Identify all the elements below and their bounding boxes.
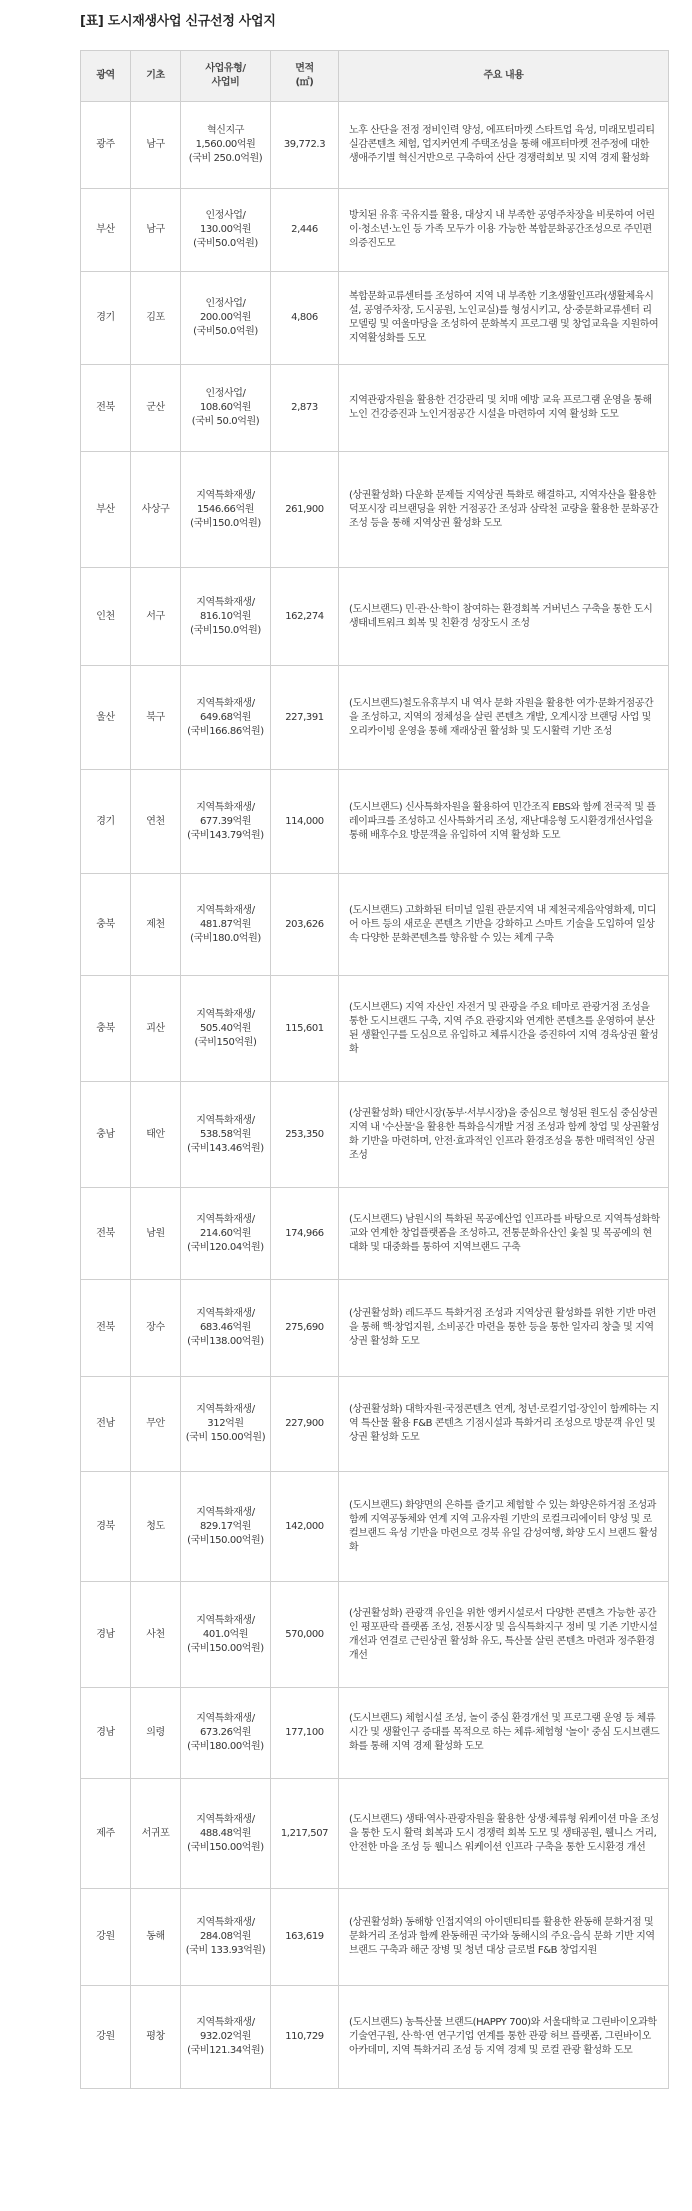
cell-content: 복합문화교류센터를 조성하여 지역 내 부족한 기초생활인프라(생활체육시설, 공영주차장, 도시공원, 노인교실)를 형성시키고, 상·중문화교류센터 리모델링 및 여울마당을 조성하여 문화복지 프로그램 및 창업교육을 지원하여 지역활성화를 도모 (339, 272, 669, 365)
cell-content: (도시브랜드) 고화화된 터미널 일원 관문지역 내 제천국제음악영화제, 미디어 아트 등의 새로운 콘텐츠 기반을 강화하고 스마트 기술을 도입하여 일상 속 다양한 문화콘텐츠를 향유할 수 있는 체계 구축 (339, 874, 669, 976)
header-local: 기초 (131, 51, 181, 102)
cell-area: 142,000 (271, 1472, 339, 1582)
cell-local: 장수 (131, 1280, 181, 1377)
table-row (81, 568, 669, 666)
cell-area: 203,626 (271, 874, 339, 976)
cell-type: 혁신지구 1,560.00억원 (국비 250.0억원) (181, 102, 271, 189)
cell-type: 인정사업/ 130.00억원 (국비50.0억원) (181, 189, 271, 272)
cell-area: 253,350 (271, 1082, 339, 1188)
cell-area: 2,873 (271, 365, 339, 452)
cell-region: 부산 (81, 452, 131, 568)
cell-region: 광주 (81, 102, 131, 189)
cell-type: 지역특화재생/ 673.26억원 (국비180.00억원) (181, 1688, 271, 1779)
table-row (81, 976, 669, 1082)
table-row (81, 272, 669, 365)
cell-type: 지역특화재생/ 214.60억원 (국비120.04억원) (181, 1188, 271, 1280)
cell-region: 강원 (81, 1986, 131, 2089)
cell-local: 괴산 (131, 976, 181, 1082)
cell-region: 전남 (81, 1377, 131, 1472)
cell-content: (도시브랜드) 생태·역사·관광자원을 활용한 상생·체류형 워케이션 마을 조성을 통한 도시 활력 회복과 도시 경쟁력 회복 도모 및 생태공원, 웰니스 거리, 안전한 마을 조성 등 웰니스 워케이션 인프라 구축을 통한 도시환경 개선 (339, 1779, 669, 1889)
cell-type: 인정사업/ 108.60억원 (국비 50.0억원) (181, 365, 271, 452)
cell-type: 지역특화재생/ 829.17억원 (국비150.00억원) (181, 1472, 271, 1582)
cell-content: (상권활성화) 동해항 인접지역의 아이덴티티를 활용한 완동해 문화거점 및 문화거리 조성과 함께 완동해권 국가와 동해시의 주요·음식 문화 기반 지역 브랜드 구축과 해군 장병 및 청년 대상 글로벌 F&B 창업지원 (339, 1889, 669, 1986)
cell-region: 충북 (81, 874, 131, 976)
cell-region: 충북 (81, 976, 131, 1082)
cell-region: 충남 (81, 1082, 131, 1188)
cell-type: 지역특화재생/ 284.08억원 (국비 133.93억원) (181, 1889, 271, 1986)
cell-local: 태안 (131, 1082, 181, 1188)
cell-content: 방치된 유휴 국유지를 활용, 대상지 내 부족한 공영주차장을 비롯하여 어린이·청소년·노인 등 가족 모두가 이용 가능한 복합문화공간조성으로 주민편의증진도모 (339, 189, 669, 272)
cell-area: 1,217,507 (271, 1779, 339, 1889)
cell-region: 경남 (81, 1582, 131, 1688)
cell-local: 서구 (131, 568, 181, 666)
table-header-row (81, 51, 669, 102)
table-row (81, 770, 669, 874)
cell-local: 김포 (131, 272, 181, 365)
cell-content: (도시브랜드) 체험시설 조성, 놀이 중심 환경개선 및 프로그램 운영 등 체류 시간 및 생활인구 증대를 목적으로 하는 체류·체험형 '놀이' 중심 도시브랜드화를 통해 지역 경제 활성화 도모 (339, 1688, 669, 1779)
cell-local: 평창 (131, 1986, 181, 2089)
cell-content: (도시브랜드) 신사특화자원을 활용하여 민간조직 EBS와 함께 전국적 및 플레이파크를 조성하고 신사특화거리 조성, 재난대응형 도시환경개선사업을 통해 배후수요 방문객을 유입하여 지역 활성화 도모 (339, 770, 669, 874)
cell-content: (도시브랜드) 민·관·산·학이 참여하는 환경회복 거버넌스 구축을 통한 도시생태네트워크 회복 및 친환경 성장도시 조성 (339, 568, 669, 666)
cell-region: 경기 (81, 272, 131, 365)
cell-region: 인천 (81, 568, 131, 666)
cell-region: 제주 (81, 1779, 131, 1889)
cell-area: 570,000 (271, 1582, 339, 1688)
cell-area: 2,446 (271, 189, 339, 272)
cell-local: 무안 (131, 1377, 181, 1472)
table-row (81, 452, 669, 568)
table-row (81, 1688, 669, 1779)
cell-area: 115,601 (271, 976, 339, 1082)
cell-content: (도시브랜드) 남원시의 특화된 목공예산업 인프라를 바탕으로 지역특성화학교와 연계한 창업플랫폼을 조성하고, 전통문화유산인 옻칠 및 목공예의 현대화 및 대중화를 통하여 지역브랜드 구축 (339, 1188, 669, 1280)
cell-local: 남구 (131, 189, 181, 272)
cell-type: 지역특화재생/ 1546.66억원 (국비150.0억원) (181, 452, 271, 568)
cell-type: 지역특화재생/ 649.68억원 (국비166.86억원) (181, 666, 271, 770)
cell-content: (상권활성화) 대학자원·국정콘텐츠 연계, 청년·로컬기업·장인이 함께하는 지역 특산물 활용 F&B 콘텐츠 기점시설과 특화거리 조성으로 방문객 유인 및 상권 활성화 도모 (339, 1377, 669, 1472)
table-row (81, 1472, 669, 1582)
cell-region: 경북 (81, 1472, 131, 1582)
cell-area: 227,900 (271, 1377, 339, 1472)
project-table (80, 50, 669, 2089)
cell-region: 경기 (81, 770, 131, 874)
cell-local: 서귀포 (131, 1779, 181, 1889)
cell-local: 사상구 (131, 452, 181, 568)
header-content: 주요 내용 (339, 51, 669, 102)
cell-content: (상권활성화) 레드푸드 특화거점 조성과 지역상권 활성화를 위한 기반 마련을 통해 핵·창업지원, 소비공간 마련을 통한 등을 통한 일자리 창출 및 지역상권 활성화 도모 (339, 1280, 669, 1377)
cell-local: 제천 (131, 874, 181, 976)
cell-local: 의령 (131, 1688, 181, 1779)
cell-local: 북구 (131, 666, 181, 770)
cell-type: 지역특화재생/ 505.40억원 (국비150억원) (181, 976, 271, 1082)
cell-area: 4,806 (271, 272, 339, 365)
cell-local: 청도 (131, 1472, 181, 1582)
cell-type: 지역특화재생/ 481.87억원 (국비180.0억원) (181, 874, 271, 976)
cell-area: 275,690 (271, 1280, 339, 1377)
table-row (81, 1377, 669, 1472)
cell-type: 지역특화재생/ 401.0억원 (국비150.00억원) (181, 1582, 271, 1688)
cell-local: 연천 (131, 770, 181, 874)
cell-area: 174,966 (271, 1188, 339, 1280)
cell-type: 지역특화재생/ 683.46억원 (국비138.00억원) (181, 1280, 271, 1377)
table-row (81, 1280, 669, 1377)
table-row (81, 1986, 669, 2089)
cell-type: 지역특화재생/ 677.39억원 (국비143.79억원) (181, 770, 271, 874)
cell-content: (도시브랜드) 지역 자산인 자전거 및 관광을 주요 테마로 관광거점 조성을 통한 도시브랜드 구축, 지역 주요 관광지와 연계한 콘텐츠를 운영하여 분산된 생활인구를 도심으로 유입하고 체류시간을 증진하여 지역 경육상권 활성화 (339, 976, 669, 1082)
cell-content: (도시브랜드) 화양면의 은하를 즐기고 체험할 수 있는 화양은하거점 조성과 함께 지역공동체와 연계 지역 고유자원 기반의 로컬크리에이터 양성 및 로컬브랜드 육성 기반을 마련으로 경북 유일 감성여행, 화양 도시 브랜드 활성화 (339, 1472, 669, 1582)
cell-area: 177,100 (271, 1688, 339, 1779)
cell-local: 동해 (131, 1889, 181, 1986)
cell-area: 261,900 (271, 452, 339, 568)
cell-content: (도시브랜드) 농특산물 브랜드(HAPPY 700)와 서울대학교 그린바이오과학기술연구원, 산·학·연 연구기업 연계를 통한 관광 허브 플랫폼, 그린바이오 아카데미, 지역 특화거리 조성 등 지역 경제 및 로컬 관광 활성화 도모 (339, 1986, 669, 2089)
cell-area: 227,391 (271, 666, 339, 770)
cell-content: 노후 산단을 전정 정비인력 양성, 에프터마켓 스타트업 육성, 미래모빌리티 실감콘텐츠 체험, 업지커연계 주택조성을 통해 애프터마켓 전주정에 대한 생애주기별 혁신거반으로 구축하여 산단 경쟁력회보 및 지역 경제 활성화 (339, 102, 669, 189)
cell-type: 지역특화재생/ 538.58억원 (국비143.46억원) (181, 1082, 271, 1188)
cell-type: 지역특화재생/ 312억원 (국비 150.00억원) (181, 1377, 271, 1472)
table-row (81, 666, 669, 770)
cell-local: 남원 (131, 1188, 181, 1280)
table-row (81, 102, 669, 189)
cell-region: 부산 (81, 189, 131, 272)
cell-content: (상권활성화) 다운화 문제들 지역상권 특화로 해결하고, 지역자산을 활용한 덕포시장 리브랜딩을 위한 거점공간 조성과 삼락천 교량을 활용한 문화공간 조성 등을 통해 지역상권 활성화 도모 (339, 452, 669, 568)
cell-area: 114,000 (271, 770, 339, 874)
header-type: 사업유형/ 사업비 (181, 51, 271, 102)
cell-local: 사천 (131, 1582, 181, 1688)
cell-region: 경남 (81, 1688, 131, 1779)
cell-content: 지역관광자원을 활용한 건강관리 및 치매 예방 교육 프로그램 운영을 통해 노인 건강증진과 노인거점공간 시설을 마련하여 지역 활성화 도모 (339, 365, 669, 452)
cell-content: (상권활성화) 태안시장(동부·서부시장)을 중심으로 형성된 원도심 중심상권지역 내 '수산물'을 활용한 특화음식개발 거점 조성과 함께 창업 및 상권활성화 기반을 마련하며, 안전·효과적인 인프라 환경조성을 통한 매력적인 상권 조성 (339, 1082, 669, 1188)
cell-content: (상권활성화) 관광객 유인을 위한 앵커시설로서 다양한 콘텐츠 가능한 공간인 평포판락 플랫폼 조성, 전통시장 및 음식특화지구 정비 및 기존 기반시설 개선과 연결로 근린상권 활성화 유도, 특산물 살린 콘텐츠 마련과 정주환경 개선 (339, 1582, 669, 1688)
cell-local: 군산 (131, 365, 181, 452)
cell-type: 인정사업/ 200.00억원 (국비50.0억원) (181, 272, 271, 365)
cell-type: 지역특화재생/ 816.10억원 (국비150.0억원) (181, 568, 271, 666)
table-row (81, 1082, 669, 1188)
header-region: 광역 (81, 51, 131, 102)
cell-type: 지역특화재생/ 488.48억원 (국비150.00억원) (181, 1779, 271, 1889)
cell-area: 110,729 (271, 1986, 339, 2089)
table-row (81, 1188, 669, 1280)
table-row (81, 189, 669, 272)
cell-region: 전북 (81, 1188, 131, 1280)
table-row (81, 1779, 669, 1889)
cell-area: 162,274 (271, 568, 339, 666)
cell-region: 강원 (81, 1889, 131, 1986)
cell-content: (도시브랜드)철도유휴부지 내 역사 문화 자원을 활용한 여가·문화거점공간을 조성하고, 지역의 정체성을 살린 콘텐츠 개발, 오계시장 브랜딩 사업 및 오리카이빙 운영을 통해 재래상권 활성화 및 도시활력 기반 조성 (339, 666, 669, 770)
header-area: 면적 (㎡) (271, 51, 339, 102)
cell-local: 남구 (131, 102, 181, 189)
cell-type: 지역특화재생/ 932.02억원 (국비121.34억원) (181, 1986, 271, 2089)
table-row (81, 1889, 669, 1986)
table-row (81, 365, 669, 452)
cell-region: 울산 (81, 666, 131, 770)
cell-area: 39,772.3 (271, 102, 339, 189)
cell-region: 전북 (81, 1280, 131, 1377)
cell-region: 전북 (81, 365, 131, 452)
table-row (81, 1582, 669, 1688)
table-row (81, 874, 669, 976)
table-title: [표] 도시재생사업 신규선정 사업지 (80, 14, 276, 29)
cell-area: 163,619 (271, 1889, 339, 1986)
